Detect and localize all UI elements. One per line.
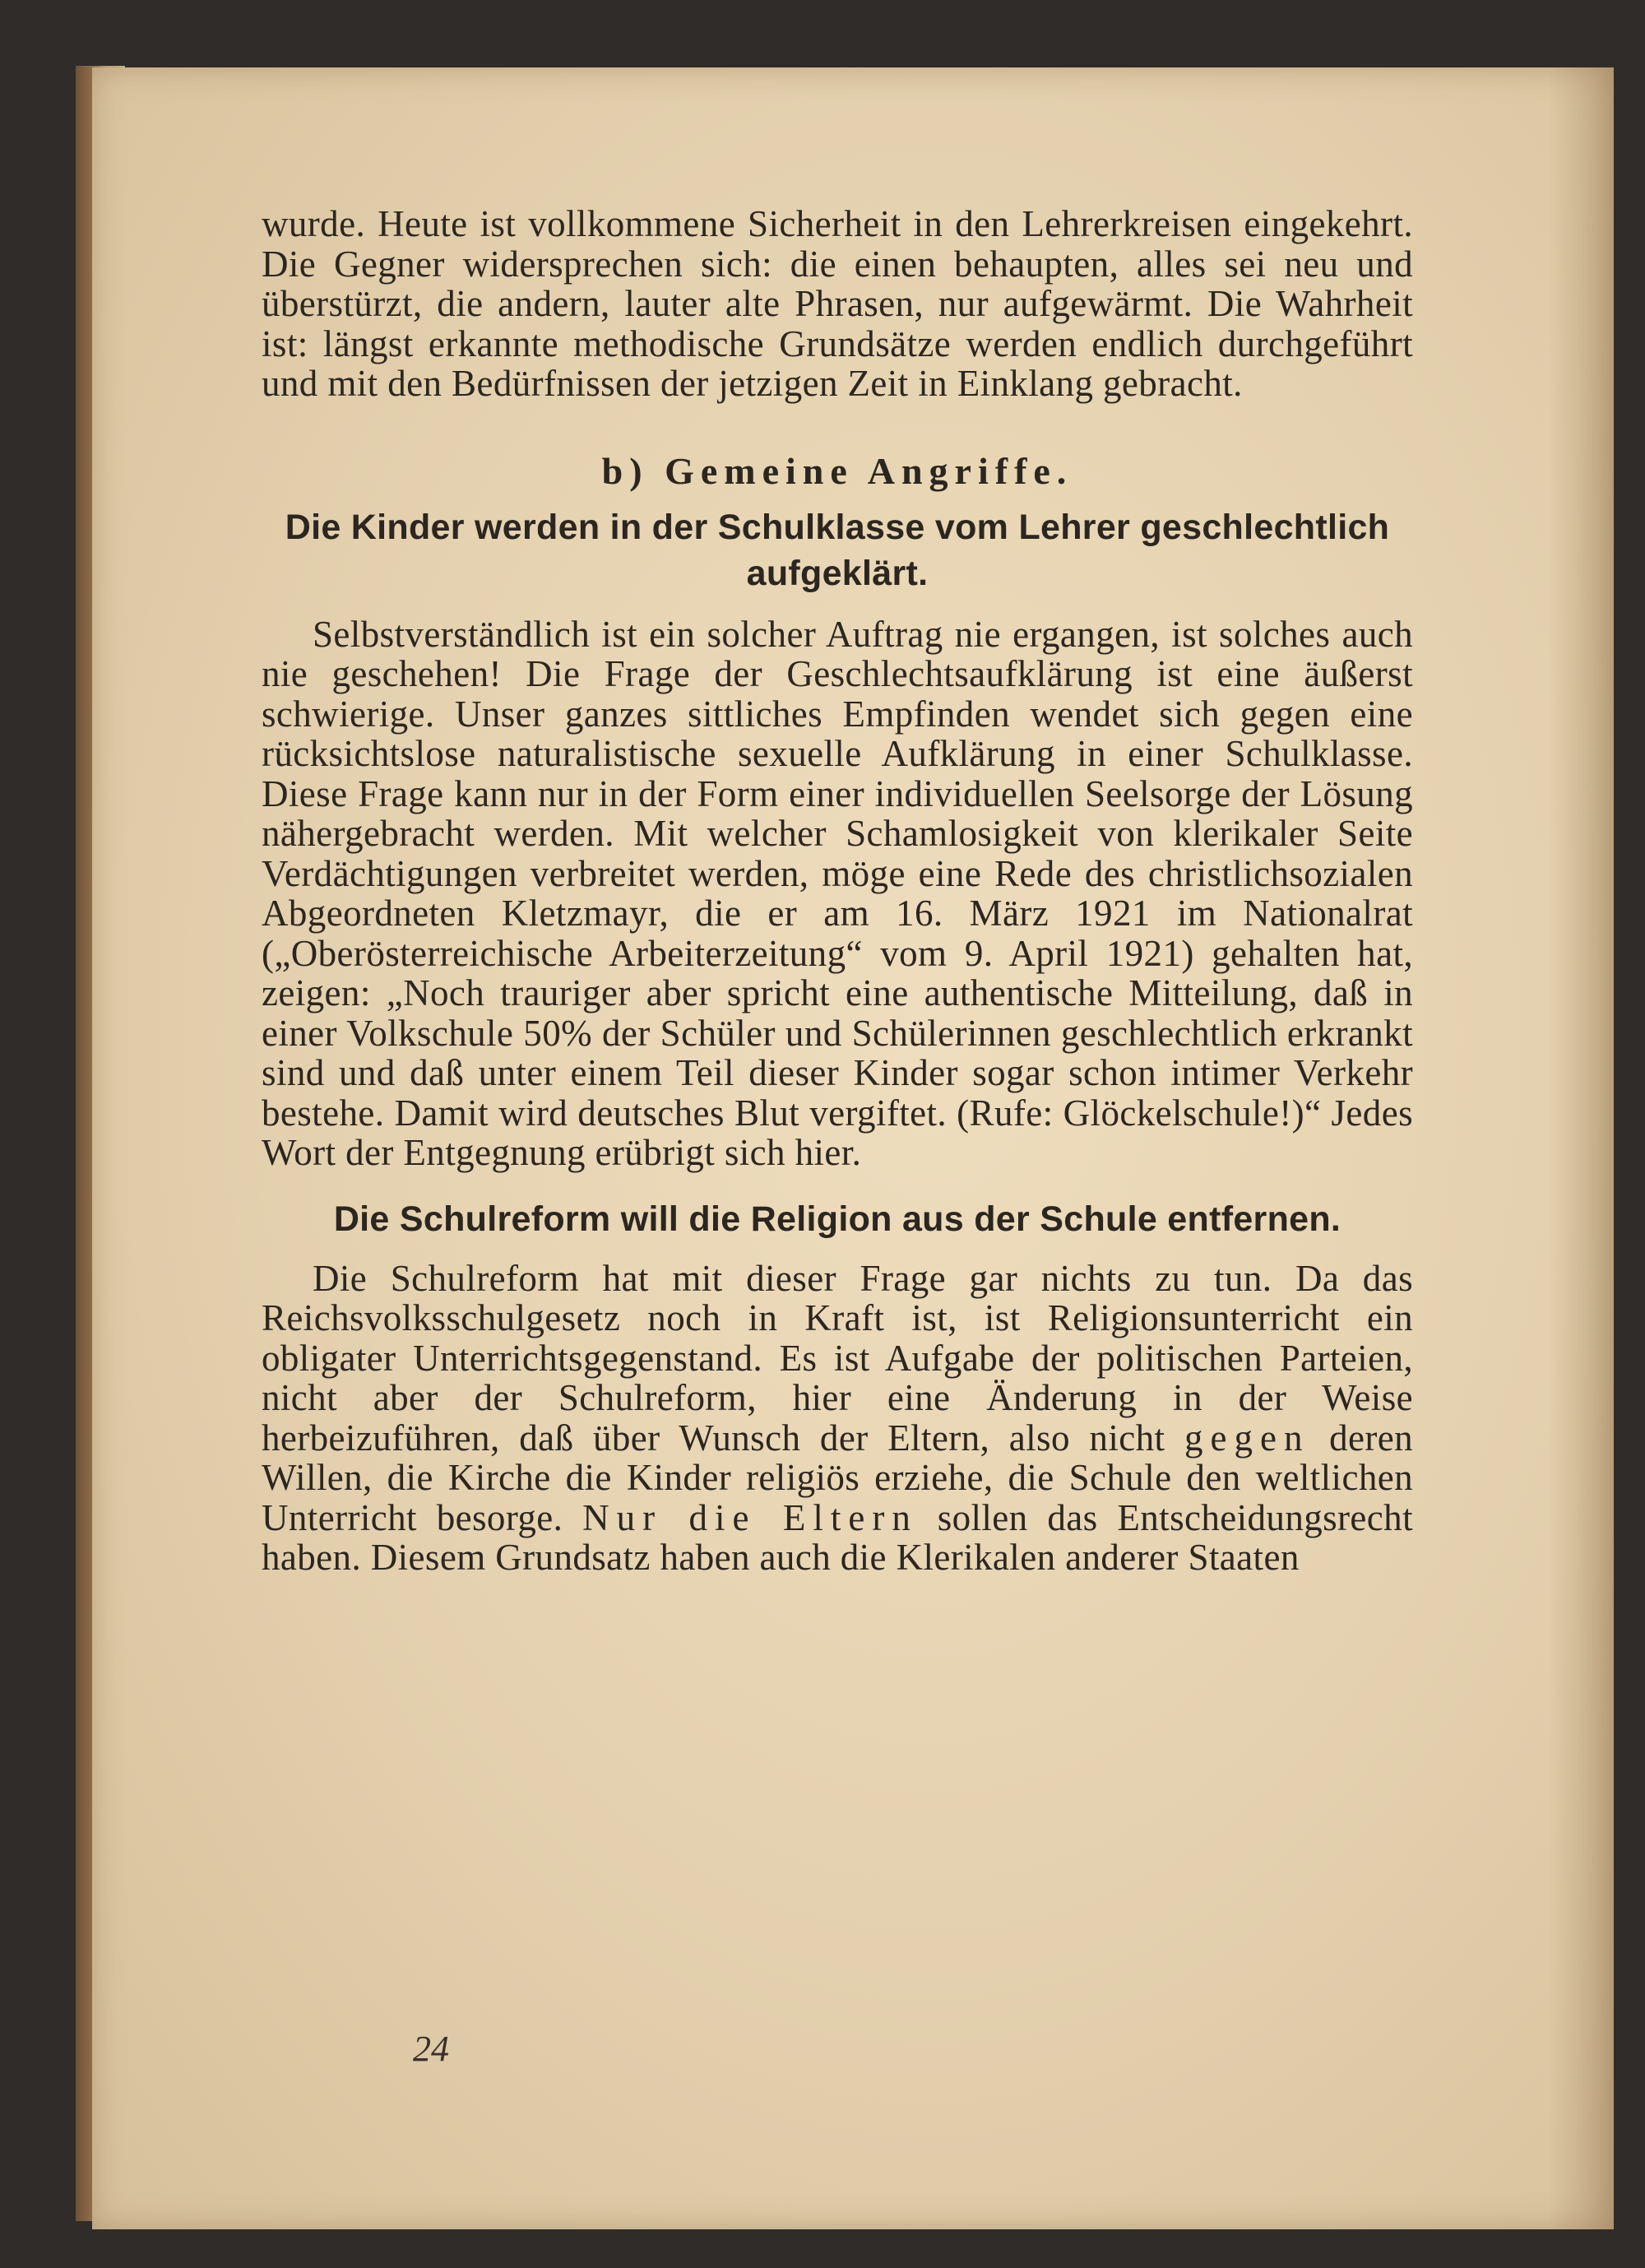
paragraph-aufklaerung: Selbstverständlich ist ein solcher Auftrag nie ergangen, ist solches auch nie geschehen! Die Frage der Geschlechtsaufklärung ist eine äußerst schwierige. Unser ganzes sittliches Empfinden wendet sich gegen eine rücksichtslose naturalistische sexuelle Aufklärung in einer Schulklasse. Diese Frage kann nur in der Form einer individuellen Seelsorge der Lösung nähergebracht werden. Mit welcher Schamlosigkeit von klerikaler Seite Verdächtigungen verbreitet werden, möge eine Rede des christlichsozialen Abgeordneten Kletzmayr, die er am 16. März 1921 im Nationalrat („Oberösterreichische Arbeiterzeitung“ vom 9. April 1921) gehalten hat, zeigen: „Noch trauriger aber spricht eine authentische Mitteilung, daß in einer Volkschule 50% der Schüler und Schülerinnen geschlechtlich erkrankt sind und daß unter einem Teil dieser Kinder sogar schon intimer Verkehr bestehe. Damit wird deutsches Blut vergiftet. (Rufe: Glöckelschule!)“ Jedes Wort der Entgegnung erübrigt sich hier.	[262, 613, 1413, 1173]
page-text-block	[262, 204, 1413, 1578]
paragraph-religion	[262, 1259, 1413, 1578]
section-heading-religion: Die Schulreform will die Religion aus der Schule entfernen.	[333, 1199, 1341, 1239]
subsection-title: b) Gemeine Angriffe.	[601, 449, 1073, 492]
spacer	[262, 1173, 1413, 1196]
paragraph-religion-part-c: sollen das Entscheidungsrecht haben. Diesem Grundsatz haben auch die Klerikalen anderer Staaten	[262, 1496, 1413, 1578]
page-gutter-shadow	[1548, 67, 1614, 2229]
spacer	[262, 404, 1413, 450]
section-heading-aufklaerung: Die Kinder werden in der Schulklasse vom Lehrer geschlechtlich aufgeklärt.	[285, 507, 1390, 593]
spaced-emphasis-gegen: gegen	[1184, 1417, 1310, 1459]
paragraph-religion-part-a: Die Schulreform hat mit dieser Frage gar nichts zu tun. Da das Reichsvolksschulgesetz noch in Kraft ist, ist Religionsunterricht ein obligater Unterrichtsgegenstand. Es ist Aufgabe der politischen Parteien, nicht aber der Schulreform, hier eine Änderung in der Weise herbeizuführen, daß über Wunsch der Eltern, also nicht	[262, 1257, 1413, 1459]
spacer	[262, 493, 1413, 504]
paragraph-continuation: wurde. Heute ist vollkommene Sicherheit in den Lehrerkreisen eingekehrt. Die Gegner widersprechen sich: die einen behaupten, alles sei neu und überstürzt, die andern, lauter alte Phrasen, nur aufgewärmt. Die Wahrheit ist: längst erkannte methodische Grundsätze werden endlich durchgeführt und mit den Bedürfnissen der jetzigen Zeit in Einklang gebracht.	[262, 203, 1413, 404]
spacer	[262, 1242, 1413, 1259]
paragraph-religion-part-b: deren Willen, die Kirche die Kinder religiös erziehe, die Schule den weltlichen Unterricht besorge.	[262, 1417, 1413, 1538]
spaced-emphasis-eltern: Nur die Eltern	[582, 1496, 918, 1538]
page-number: 24	[413, 2029, 449, 2069]
spacer	[262, 596, 1413, 615]
